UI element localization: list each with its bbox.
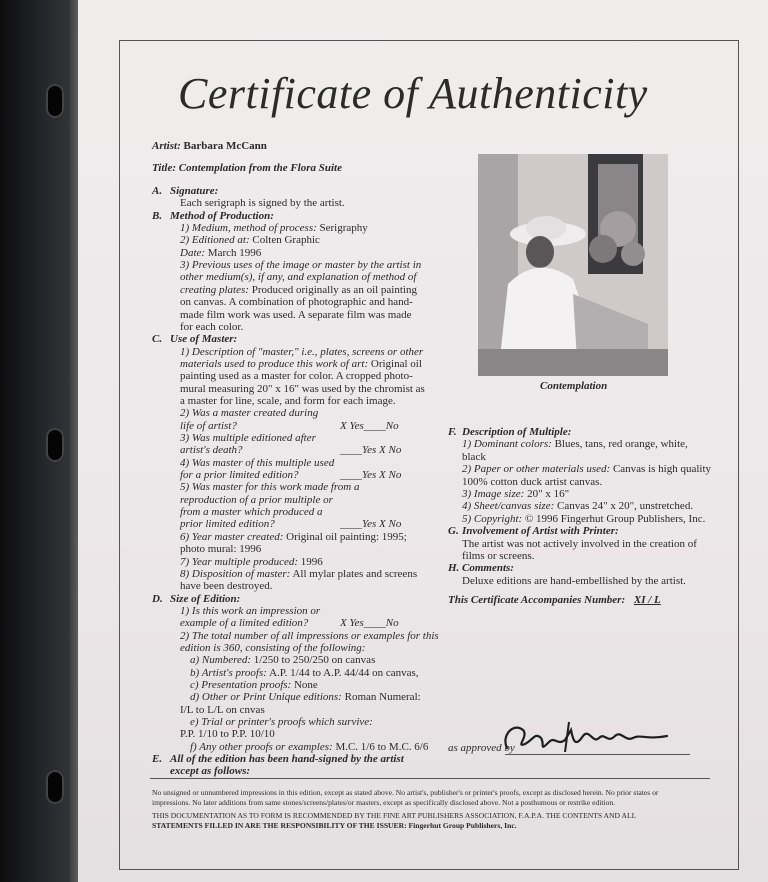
field-value: All mylar plates and screens (292, 567, 418, 580)
field-label: prior limited edition? (180, 518, 275, 531)
sections-left-line (180, 444, 243, 457)
sections-right-line (462, 438, 688, 451)
sections-left-line (180, 556, 323, 569)
sections-left-line (180, 580, 273, 593)
field-value: I/L to L/L on cnvas (180, 703, 265, 716)
accompanies-number: XI / L (633, 594, 661, 606)
field-value: 1/250 to 250/250 on canvas (253, 654, 376, 667)
sections-left-line (152, 210, 274, 223)
accompanies-label: This Certificate Accompanies Number: (448, 594, 626, 606)
artwork-image (478, 154, 668, 376)
field-value: 1996 (300, 555, 323, 568)
field-value: mural measuring 20" x 16" was used by the chromist as (180, 382, 425, 395)
title-label: Title: (152, 162, 177, 174)
yes-no-answer: ____Yes X No (340, 469, 402, 482)
field-label: life of artist? (180, 419, 237, 432)
sections-left-line (180, 247, 261, 260)
field-label: f) Any other proofs or examples: (190, 740, 333, 753)
approved-by-label: as approved by (448, 742, 515, 754)
sections-right-line (462, 463, 711, 476)
field-label: 1) Description of "master," i.e., plates, screens or other (180, 345, 424, 358)
sections-left-line (180, 543, 261, 556)
section-letter: C. (152, 333, 163, 346)
yes-no-answer: ____Yes X No (340, 444, 402, 457)
field-value: black (462, 450, 486, 463)
fine-print-line-3: THIS DOCUMENTATION AS TO FORM IS RECOMMENDED BY THE FINE ART PUBLISHERS ASSOCIATION, F.A.P.A. THE CONTENTS AND ALL (152, 811, 637, 820)
sections-right-line (448, 525, 619, 538)
sections-left-line (180, 321, 243, 334)
yes-no-answer: X Yes____No (340, 617, 399, 630)
sections-left-line (152, 185, 218, 198)
field-value: for each color. (180, 320, 244, 333)
section-heading: Size of Edition: (170, 592, 241, 605)
field-label: other medium(s), if any, and explanation of method of (180, 271, 417, 284)
field-value: a master for line, scale, and form for each image. (180, 394, 396, 407)
field-label: 5) Copyright: (462, 512, 523, 525)
sections-left-line (180, 630, 439, 643)
sections-left-line (190, 679, 318, 692)
field-value: on canvas. A combination of photographic and hand- (180, 296, 413, 309)
field-label: 2) Paper or other materials used: (462, 463, 611, 476)
sections-left-line (190, 716, 373, 729)
sections-left-line (190, 741, 428, 754)
binder-hole-bottom (46, 770, 64, 804)
yes-no-answer: ____Yes X No (340, 518, 402, 531)
fine-print-line-4: STATEMENTS FILLED IN ARE THE RESPONSIBILITY OF THE ISSUER: Fingerhut Group Publishers, Inc. (152, 821, 517, 830)
section-heading: Description of Multiple: (462, 426, 572, 438)
section-heading: Involvement of Artist with Printer: (462, 525, 619, 538)
sections-right-line (462, 451, 486, 464)
sections-right-line (462, 550, 534, 563)
field-label: for a prior limited edition? (180, 469, 299, 482)
field-label: 1) Is this work an impression or (180, 604, 321, 617)
sections-left-line (180, 617, 308, 630)
field-value: films or screens. (462, 550, 535, 562)
sections-left-line (180, 494, 333, 507)
section-letter: F. (448, 426, 457, 438)
artist-label: Artist: (152, 140, 181, 152)
sections-left-line (180, 518, 275, 531)
field-label: Date: (180, 246, 206, 259)
field-label: 3) Previous uses of the image or master by the artist in (180, 259, 422, 272)
certificate-title: Certificate of Authenticity (178, 69, 648, 118)
sections-left-line (180, 259, 421, 272)
sections-left-line (180, 346, 423, 359)
field-value: None (293, 679, 318, 691)
title-line (152, 162, 342, 175)
sections-right-line (462, 575, 686, 588)
field-value: March 1996 (207, 246, 262, 259)
field-label: d) Other or Print Unique editions: (190, 691, 342, 704)
sections-left-line (180, 358, 422, 371)
field-value: made film work was used. A separate film was made (180, 308, 412, 321)
section-letter: B. (152, 209, 163, 222)
field-value: Roman Numeral: (344, 691, 421, 704)
section-heading: Signature: (170, 185, 219, 197)
field-label: reproduction of a prior multiple or (180, 493, 333, 506)
fine-print-line-2: impressions. No later additions from same stones/screens/plates/or masters, except as specifically disclosed above. Not a posthumous or restrike edition. (152, 798, 616, 807)
sections-left-line (180, 469, 299, 482)
field-label: a) Numbered: (190, 654, 251, 667)
section-letter: G. (448, 525, 459, 538)
sections-left-line (152, 753, 404, 766)
sections-left-line (180, 395, 396, 408)
field-value: Original oil (370, 357, 422, 370)
field-label: 3) Was multiple editioned after (180, 432, 316, 444)
field-value: Canvas is high quality (612, 463, 712, 476)
artist-name: Barbara McCann (183, 140, 267, 152)
sections-left-line (180, 370, 413, 383)
sections-left-line (180, 642, 365, 655)
sections-right-line (448, 562, 514, 575)
field-value: photo mural: 1996 (180, 543, 262, 556)
sections-right-line (448, 426, 571, 439)
sections-left-line (190, 667, 419, 680)
section-heading: Comments: (462, 562, 514, 575)
sections-left-line (180, 407, 318, 420)
field-value: 100% cotton duck artist canvas. (462, 475, 603, 488)
field-label: 3) Image size: (462, 488, 525, 500)
fine-print-rule (150, 778, 710, 779)
work-title: Contemplation from the Flora Suite (178, 162, 342, 174)
field-value: Canvas 24" x 20", unstretched. (557, 500, 694, 513)
section-heading: Method of Production: (170, 209, 274, 222)
field-value: © 1996 Fingerhut Group Publishers, Inc. (524, 512, 706, 525)
binder-hole-top (46, 84, 64, 118)
handwritten-signature (495, 718, 675, 758)
field-value: P.P. 1/10 to P.P. 10/10 (180, 728, 275, 741)
field-value: Deluxe editions are hand-embellished by the artist. (462, 574, 686, 587)
sections-left-line (180, 704, 265, 717)
section-heading: All of the edition has been hand-signed by the artist (170, 753, 404, 766)
sections-left-line (180, 420, 237, 433)
field-value: Produced originally as an oil painting (251, 283, 417, 296)
field-label: b) Artist's proofs: (190, 666, 267, 679)
sections-right-line (462, 488, 569, 501)
field-value: Colten Graphic (252, 234, 320, 247)
sections-left-line (152, 593, 240, 606)
section-letter: A. (152, 185, 163, 197)
sections-left-line (190, 654, 375, 667)
field-label: 7) Year multiple produced: (180, 555, 299, 568)
field-label: 2) The total number of all impressions or examples for this (180, 629, 439, 642)
field-label: from a master which produced a (180, 506, 323, 519)
sections-left-line (152, 333, 237, 346)
sections-left-line (180, 271, 416, 284)
artist-line (152, 140, 267, 153)
sections-left-line (180, 296, 413, 309)
sections-right-line (462, 476, 602, 489)
field-value: A.P. 1/44 to A.P. 44/44 on canvas, (269, 666, 419, 679)
field-value: The artist was not actively involved in the creation of (462, 537, 697, 550)
section-heading: except as follows: (170, 765, 251, 778)
sections-right-line (462, 538, 697, 551)
sections-left-line (180, 234, 320, 247)
field-value: Each serigraph is signed by the artist. (180, 197, 345, 210)
field-label: e) Trial or printer's proofs which survive: (190, 716, 373, 729)
field-value: painting used as a master for color. A cropped photo- (180, 370, 413, 383)
field-label: 8) Disposition of master: (180, 567, 291, 580)
field-label: 4) Sheet/canvas size: (462, 500, 555, 513)
field-label: 1) Dominant colors: (462, 438, 552, 451)
sections-right-line (462, 513, 705, 526)
field-label: c) Presentation proofs: (190, 679, 292, 691)
sections-left-line (180, 506, 322, 519)
field-label: example of a limited edition? (180, 617, 309, 630)
sections-left-line (180, 568, 417, 581)
sections-left-line (180, 197, 345, 210)
field-value: Blues, tans, red orange, white, (554, 438, 688, 451)
sections-left-line (180, 605, 320, 618)
sections-left-line (180, 531, 407, 544)
field-label: 6) Year master created: (180, 530, 284, 543)
sections-left-line (180, 481, 359, 494)
section-heading: Use of Master: (170, 333, 238, 346)
section-letter: D. (152, 592, 163, 605)
artwork-caption: Contemplation (540, 380, 608, 392)
sections-right-line (462, 500, 693, 513)
sections-left-line (180, 383, 425, 396)
sections-left-line (180, 457, 334, 470)
field-label: 4) Was master of this multiple used (180, 456, 335, 469)
field-label: 5) Was master for this work made from a (180, 481, 360, 494)
field-label: edition is 360, consisting of the following: (180, 641, 366, 654)
field-label: 2) Editioned at: (180, 234, 250, 247)
field-label: creating plates: (180, 283, 249, 296)
sections-left-line (152, 765, 250, 778)
sections-left-line (180, 432, 316, 445)
section-letter: H. (448, 562, 460, 575)
sections-left-line (190, 691, 421, 704)
section-letter: E. (152, 753, 163, 766)
fine-print-line-1: No unsigned or unnumbered impressions in this edition, except as stated above. No artist's, publisher's or printer's proofs, except as disclosed herein. No prior states or (152, 788, 659, 797)
sections-left-line (180, 309, 412, 322)
artwork-thumbnail (478, 154, 668, 376)
field-value: Original oil painting: 1995; (286, 530, 407, 543)
field-value: M.C. 1/6 to M.C. 6/6 (335, 740, 429, 753)
sections-left-line (180, 222, 368, 235)
field-value: 20" x 16" (527, 488, 570, 500)
field-value: Serigraphy (319, 222, 368, 235)
yes-no-answer: X Yes____No (340, 419, 399, 432)
sections-left-line (180, 284, 417, 297)
field-label: 2) Was a master created during (180, 407, 319, 420)
field-label: materials used to produce this work of art: (180, 357, 369, 370)
field-label: 1) Medium, method of process: (180, 222, 317, 235)
accompanies-line (448, 594, 704, 607)
field-value: have been destroyed. (180, 580, 273, 593)
binder-hole-middle (46, 428, 64, 462)
field-label: artist's death? (180, 444, 243, 457)
sections-left-line (180, 728, 275, 741)
